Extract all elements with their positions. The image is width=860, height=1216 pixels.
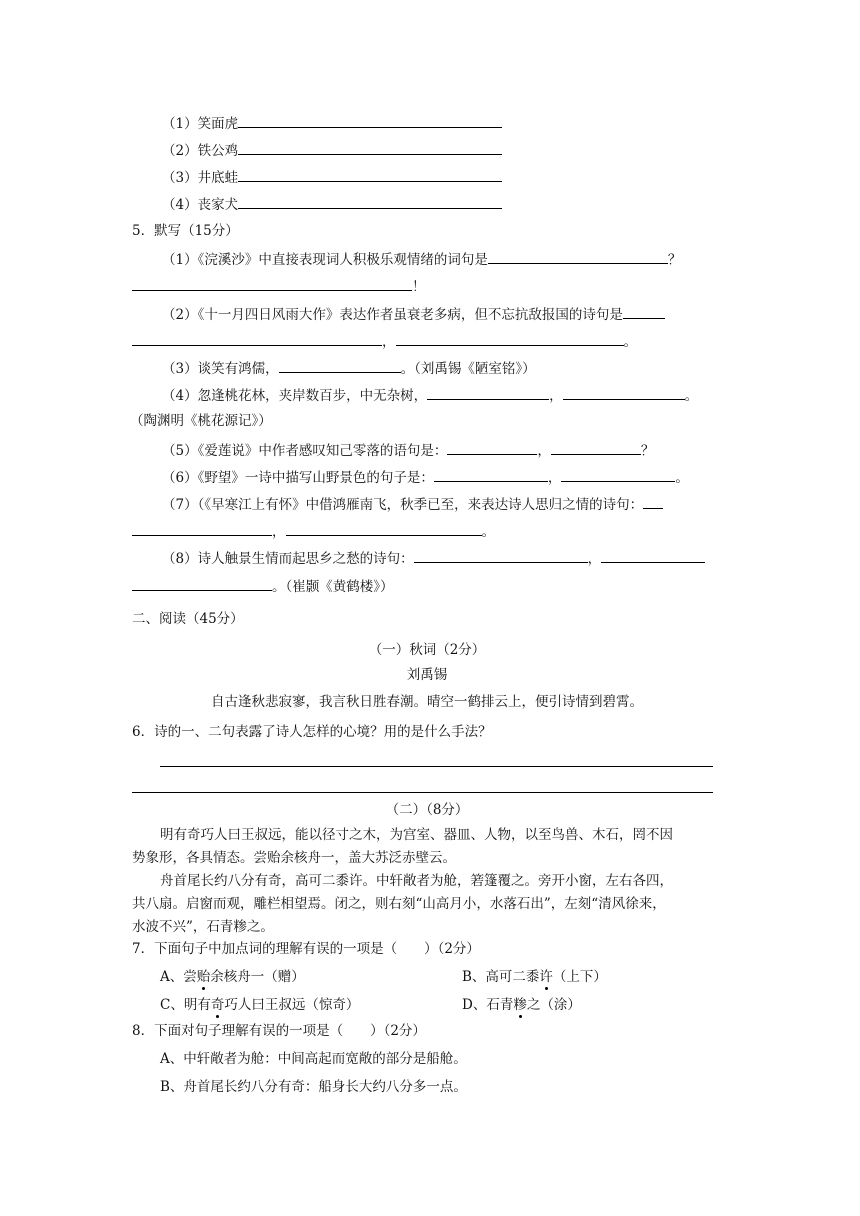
q8-option-b[interactable]: B、舟首尾长约八分有奇：船身长大约八分多一点。 — [160, 1079, 467, 1095]
passage-line: 水波不兴”，石青糁之。 — [132, 919, 274, 935]
q7-option-b[interactable] — [462, 968, 607, 986]
q5-sub4 — [162, 385, 698, 405]
option-text: A、尝 — [160, 969, 197, 985]
answer-blank[interactable] — [488, 249, 668, 264]
q4-item-label: （4）丧家犬 — [162, 197, 239, 213]
q4-item-label: （3）井底蛙 — [162, 170, 239, 186]
punct: ， — [549, 388, 563, 404]
answer-blank[interactable] — [132, 276, 412, 291]
punct: ， — [382, 334, 396, 350]
option-text: 余核舟一（赠） — [210, 969, 305, 985]
q5-sub3 — [162, 358, 536, 378]
answer-blank[interactable] — [447, 440, 537, 455]
punct: ， — [587, 551, 602, 567]
question-text: （2）《十一月四日风雨大作》表达作者虽衰老多病，但不忘抗敌报国的诗句是 — [162, 307, 623, 323]
option-text: （上下） — [552, 969, 607, 985]
passage-line: 舟首尾长约八分有奇，高可二黍许。中轩敞者为舱，箬篷覆之。旁开小窗，左右各四， — [160, 873, 673, 889]
poem-author: 刘禹锡 — [406, 667, 448, 683]
q7-option-d[interactable] — [462, 996, 581, 1014]
answer-blank[interactable] — [623, 304, 665, 319]
q5-sub1-cont — [132, 276, 426, 296]
poem-text: 自古逢秋悲寂寥，我言秋日胜春潮。晴空一鹤排云上，便引诗情到碧霄。 — [211, 694, 643, 710]
punct: 。 — [684, 388, 699, 404]
answer-blank[interactable] — [643, 494, 663, 509]
answer-blank[interactable] — [238, 113, 502, 128]
question-text: （1）《浣溪沙》中直接表现词人积极乐观情绪的词句是 — [162, 252, 488, 268]
source-note: 。（刘禹锡《陋室铭》） — [400, 361, 536, 377]
option-text: C、明有 — [160, 997, 211, 1013]
q7-text: 7．下面句子中加点词的理解有误的一项是（ ）（2分） — [132, 941, 480, 957]
q4-item-2 — [162, 140, 502, 160]
punct: ， — [537, 443, 551, 459]
answer-blank[interactable] — [238, 194, 502, 209]
q4-item-label: （1）笑面虎 — [162, 116, 239, 132]
option-text: D、石青 — [462, 997, 514, 1013]
option-text: B、高可二黍 — [462, 969, 540, 985]
q5-sub8-cont — [132, 576, 394, 596]
q7-option-c[interactable] — [160, 996, 359, 1014]
q5-sub5 — [162, 440, 654, 460]
q5-sub6 — [162, 467, 689, 487]
question-text: （6）《野望》一诗中描写山野景色的句子是： — [162, 470, 434, 486]
answer-blank[interactable] — [132, 331, 382, 346]
q4-item-4 — [162, 194, 502, 214]
dotted-char: 贻 — [196, 969, 211, 985]
punct: ？ — [667, 252, 682, 268]
question-text: （7）（《早寒江上有怀》中借鸿雁南飞，秋季已至，来表达诗人思归之情的诗句： — [162, 497, 644, 513]
passage-line: 共八扇。启窗而观，雕栏相望焉。闭之，则右刻“山高月小，水落石出”，左刻“清风徐来， — [132, 896, 666, 912]
punct: 。 — [623, 334, 637, 350]
q8-option-a[interactable]: A、中轩敞者为舱：中间高起而宽敞的部分是船舱。 — [160, 1051, 467, 1067]
q5-sub4-source: （陶渊明《桃花源记》） — [130, 413, 272, 429]
answer-blank[interactable] — [286, 521, 482, 536]
q4-item-1 — [162, 113, 502, 133]
poem-title: （一）秋词（2分） — [368, 642, 486, 658]
section2-heading: 二、阅读（45分） — [132, 611, 244, 627]
answer-line[interactable] — [132, 792, 713, 793]
punct: ， — [547, 470, 562, 486]
punct: ？ — [640, 443, 655, 459]
answer-blank[interactable] — [427, 385, 549, 400]
q5-heading: 5．默写（15分） — [132, 223, 239, 239]
q5-sub1 — [162, 249, 681, 269]
option-text: 之（涂） — [526, 997, 581, 1013]
q5-sub2 — [162, 304, 665, 324]
source-note: 。（崔颢《黄鹤楼》） — [272, 579, 394, 595]
q5-sub2-cont — [132, 331, 637, 351]
answer-blank[interactable] — [132, 576, 272, 591]
answer-blank[interactable] — [563, 385, 685, 400]
passage2-title: （二）（8分） — [385, 802, 469, 818]
answer-blank[interactable] — [601, 548, 705, 563]
question-text: （4）忽逢桃花林，夹岸数百步，中无杂树， — [162, 388, 428, 404]
q4-item-label: （2）铁公鸡 — [162, 143, 239, 159]
answer-blank[interactable] — [132, 521, 272, 536]
punct: ！ — [412, 279, 426, 295]
passage-line: 势象形，各具情态。尝贻余核舟一，盖大苏泛赤壁云。 — [132, 850, 456, 866]
question-text: （3）谈笑有鸿儒， — [162, 361, 279, 377]
answer-blank[interactable] — [434, 467, 548, 482]
answer-blank[interactable] — [561, 467, 675, 482]
q6-text: 6．诗的一、二句表露了诗人怎样的心境？用的是什么手法？ — [132, 724, 492, 740]
answer-line[interactable] — [160, 766, 713, 767]
q4-item-3 — [162, 167, 502, 187]
punct: ， — [272, 524, 286, 540]
answer-blank[interactable] — [279, 358, 401, 373]
question-text: （5）《爱莲说》中作者感叹知己零落的语句是： — [162, 443, 448, 459]
q8-text: 8．下面对句子理解有误的一项是（ ）（2分） — [132, 1023, 426, 1039]
question-text: （8）诗人触景生情而起思乡之愁的诗句： — [162, 551, 414, 567]
answer-blank[interactable] — [414, 548, 588, 563]
q5-sub8 — [162, 548, 705, 568]
option-text: 巧人曰王叔远（惊奇） — [224, 997, 360, 1013]
q5-sub7 — [162, 494, 663, 514]
answer-blank[interactable] — [551, 440, 641, 455]
dotted-char: 奇 — [210, 997, 225, 1013]
q7-option-a[interactable] — [160, 968, 305, 986]
punct: 。 — [481, 524, 495, 540]
answer-blank[interactable] — [238, 140, 502, 155]
punct: 。 — [675, 470, 689, 486]
dotted-char: 糁 — [513, 997, 527, 1013]
answer-blank[interactable] — [396, 331, 624, 346]
passage-line: 明有奇巧人曰王叔远，能以径寸之木，为宫室、器皿、人物，以至鸟兽、木石，罔不因 — [160, 827, 673, 843]
q5-sub7-cont — [132, 521, 495, 541]
answer-blank[interactable] — [238, 167, 502, 182]
dotted-char: 许 — [539, 969, 553, 985]
